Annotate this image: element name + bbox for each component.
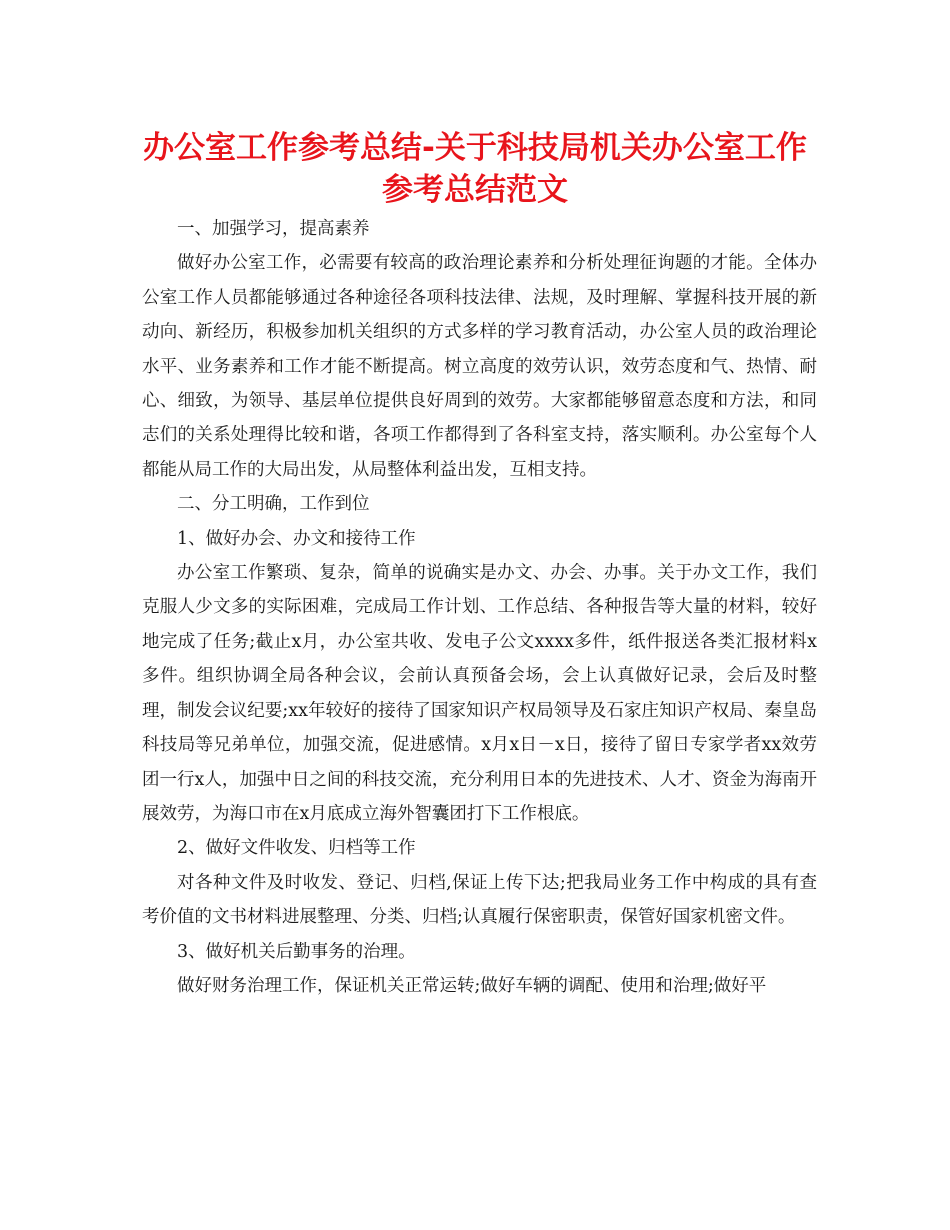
section-heading-division: 二、分工明确，工作到位 (177, 494, 370, 515)
subsection-heading-meetings: 1、做好办会、办文和接待工作 (177, 528, 416, 549)
document-title-line-1: 办公室工作参考总结-关于科技局机关办公室工作 (143, 130, 807, 166)
subsection-heading-logistics: 3、做好机关后勤事务的治理。 (177, 941, 416, 962)
document-body (142, 212, 817, 1003)
document-title-line-2: 参考总结范文 (382, 172, 568, 208)
section-heading-study: 一、加强学习，提高素养 (177, 219, 370, 239)
body-paragraph: 对各种文件及时收发、登记、归档,保证上传下达;把我局业务工作中构成的具有查考价值的文书材料进展整理、分类、归档;认真履行保密职责，保管好国家机密文件。 (142, 872, 817, 928)
body-paragraph: 做好办公室工作，必需要有较高的政治理论素养和分析处理征询题的才能。全体办公室工作人员都能够通过各种途径各项科技法律、法规，及时理解、掌握科技开展的新动向、新经历，积极参加机关组织的方式多样的学习教育活动，办公室人员的政治理论水平、业务素养和工作才能不断提高。树立高度的效劳认识，效劳态度和气、热情、耐心、细致，为领导、基层单位提供良好周到的效劳。大家都能够留意态度和方法，和同志们的关系处理得比较和谐，各项工作都得到了各科室支持，落实顺利。办公室每个人都能从局工作的大局出发，从局整体利益出发，互相支持。 (142, 253, 817, 480)
subsection-heading-files: 2、做好文件收发、归档等工作 (177, 838, 416, 859)
body-paragraph: 做好财务治理工作，保证机关正常运转;做好车辆的调配、使用和治理;做好平 (177, 975, 767, 996)
body-paragraph: 办公室工作繁琐、复杂，简单的说确实是办文、办会、办事。关于办文工作，我们克服人少文多的实际困难，完成局工作计划、工作总结、各种报告等大量的材料，较好地完成了任务;截止x月，办公室共收、发电子公文xxxx多件，纸件报送各类汇报材料x多件。组织协调全局各种会议，会前认真预备会场，会上认真做好记录，会后及时整理，制发会议纪要;xx年较好的接待了国家知识产权局领导及石家庄知识产权局、秦皇岛科技局等兄弟单位，加强交流，促进感情。x月x日－x日，接待了留日专家学者xx效劳团一行x人，加强中日之间的科技交流，充分利用日本的先进技术、人才、资金为海南开展效劳，为海口市在x月底成立海外智囊团打下工作根底。 (142, 563, 817, 824)
